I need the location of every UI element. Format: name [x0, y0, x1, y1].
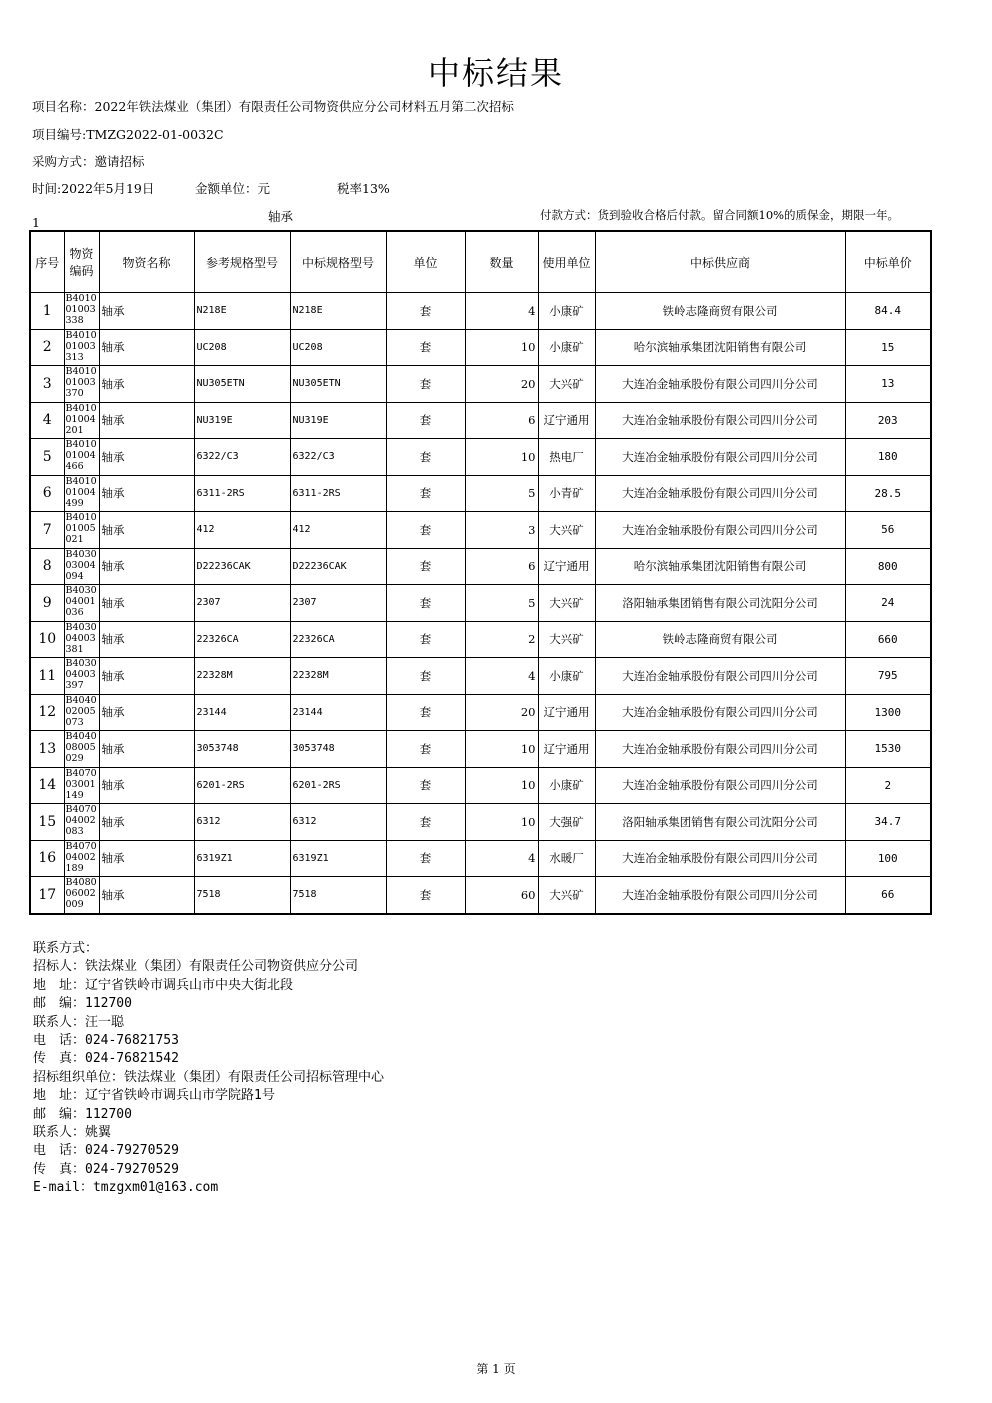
row-supplier: 哈尔滨轴承集团沈阳销售有限公司 [595, 548, 845, 585]
row-supplier: 大连冶金轴承股份有限公司四川分公司 [595, 731, 845, 768]
contact-line: 传 真：024-76821542 [33, 1051, 179, 1067]
header-supplier: 中标供应商 [595, 231, 845, 293]
table-row [30, 512, 931, 549]
row-qty: 10 [465, 767, 538, 804]
bid-result-table [29, 230, 932, 915]
row-code: B4010 01003 370 [64, 366, 99, 403]
project-number: 项目编号:TMZG2022-01-0032C [32, 127, 224, 142]
row-user: 大强矿 [538, 804, 595, 841]
row-user: 热电厂 [538, 439, 595, 476]
row-seq: 4 [30, 402, 64, 439]
row-supplier: 铁岭志隆商贸有限公司 [595, 293, 845, 330]
row-seq: 13 [30, 731, 64, 768]
table-header-row [30, 231, 931, 293]
row-name: 轴承 [99, 439, 194, 476]
table-row [30, 585, 931, 622]
row-qty: 20 [465, 694, 538, 731]
table-row [30, 840, 931, 877]
row-unit: 套 [386, 840, 465, 877]
row-unit: 套 [386, 329, 465, 366]
row-seq: 7 [30, 512, 64, 549]
row-user: 辽宁通用 [538, 694, 595, 731]
row-user: 辽宁通用 [538, 548, 595, 585]
table-row [30, 329, 931, 366]
contact-line: 传 真：024-79270529 [33, 1161, 179, 1177]
row-unit: 套 [386, 767, 465, 804]
row-ref-spec: 22328M [194, 658, 290, 695]
contact-line: 地 址：辽宁省铁岭市调兵山市中央大街北段 [33, 977, 294, 993]
row-user: 小康矿 [538, 293, 595, 330]
page-title: 中标结果 [427, 54, 564, 92]
row-unit: 套 [386, 475, 465, 512]
row-ref-spec: 2307 [194, 585, 290, 622]
row-name: 轴承 [99, 293, 194, 330]
section-name: 轴承 [268, 209, 294, 224]
row-ref-spec: 7518 [194, 877, 290, 914]
row-unit: 套 [386, 512, 465, 549]
row-unit: 套 [386, 621, 465, 658]
table-row [30, 694, 931, 731]
header-qty: 数量 [465, 231, 538, 293]
row-supplier: 大连冶金轴承股份有限公司四川分公司 [595, 840, 845, 877]
contact-line: 邮 编：112700 [33, 996, 132, 1012]
row-name: 轴承 [99, 402, 194, 439]
row-code: B4070 04002 083 [64, 804, 99, 841]
row-user: 大兴矿 [538, 366, 595, 403]
table-row [30, 767, 931, 804]
row-seq: 9 [30, 585, 64, 622]
section-header [0, 207, 992, 230]
row-win-spec: D22236CAK [290, 548, 386, 585]
date-text: 时间:2022年5月19日 [32, 181, 155, 196]
row-qty: 5 [465, 585, 538, 622]
table-row [30, 402, 931, 439]
row-user: 大兴矿 [538, 877, 595, 914]
contact-info [33, 940, 384, 1198]
row-price: 1300 [845, 694, 931, 731]
row-win-spec: 2307 [290, 585, 386, 622]
row-supplier: 洛阳轴承集团销售有限公司沈阳分公司 [595, 585, 845, 622]
contact-line: 联系人：姚翼 [33, 1125, 112, 1141]
row-supplier: 大连冶金轴承股份有限公司四川分公司 [595, 439, 845, 476]
row-name: 轴承 [99, 512, 194, 549]
row-ref-spec: 6312 [194, 804, 290, 841]
row-win-spec: 6319Z1 [290, 840, 386, 877]
row-seq: 6 [30, 475, 64, 512]
table-row [30, 804, 931, 841]
row-unit: 套 [386, 804, 465, 841]
row-unit: 套 [386, 731, 465, 768]
row-code: B4030 04003 397 [64, 658, 99, 695]
row-unit: 套 [386, 402, 465, 439]
row-code: B4030 04003 381 [64, 621, 99, 658]
row-price: 56 [845, 512, 931, 549]
row-supplier: 大连冶金轴承股份有限公司四川分公司 [595, 475, 845, 512]
row-supplier: 大连冶金轴承股份有限公司四川分公司 [595, 767, 845, 804]
row-code: B4070 03001 149 [64, 767, 99, 804]
row-name: 轴承 [99, 548, 194, 585]
row-win-spec: 3053748 [290, 731, 386, 768]
contact-line: 地 址：辽宁省铁岭市调兵山市学院路1号 [33, 1088, 275, 1104]
row-supplier: 哈尔滨轴承集团沈阳销售有限公司 [595, 329, 845, 366]
table-row [30, 293, 931, 330]
row-ref-spec: 6201-2RS [194, 767, 290, 804]
row-seq: 12 [30, 694, 64, 731]
row-ref-spec: NU319E [194, 402, 290, 439]
row-name: 轴承 [99, 585, 194, 622]
row-unit: 套 [386, 366, 465, 403]
row-price: 100 [845, 840, 931, 877]
project-name: 项目名称：2022年铁法煤业（集团）有限责任公司物资供应分公司材料五月第二次招标 [32, 99, 514, 114]
row-code: B4080 06002 009 [64, 877, 99, 914]
row-name: 轴承 [99, 731, 194, 768]
row-win-spec: 22328M [290, 658, 386, 695]
header-user: 使用单位 [538, 231, 595, 293]
section-number: 1 [32, 215, 40, 230]
row-ref-spec: 6322/C3 [194, 439, 290, 476]
row-name: 轴承 [99, 840, 194, 877]
row-seq: 10 [30, 621, 64, 658]
row-ref-spec: NU305ETN [194, 366, 290, 403]
contact-line: 电 话：024-79270529 [33, 1143, 179, 1159]
row-name: 轴承 [99, 621, 194, 658]
row-ref-spec: 3053748 [194, 731, 290, 768]
row-win-spec: N218E [290, 293, 386, 330]
row-win-spec: 6201-2RS [290, 767, 386, 804]
row-supplier: 大连冶金轴承股份有限公司四川分公司 [595, 877, 845, 914]
row-qty: 2 [465, 621, 538, 658]
row-ref-spec: 23144 [194, 694, 290, 731]
contact-line: E-mail：tmzgxm01@163.com [33, 1180, 219, 1196]
row-price: 34.7 [845, 804, 931, 841]
row-code: B4070 04002 189 [64, 840, 99, 877]
contact-line: 招标人：铁法煤业（集团）有限责任公司物资供应分公司 [33, 959, 359, 975]
contact-line: 邮 编：112700 [33, 1106, 132, 1122]
currency-unit: 金额单位：元 [195, 181, 271, 196]
row-code: B4030 04001 036 [64, 585, 99, 622]
row-seq: 17 [30, 877, 64, 914]
row-user: 小康矿 [538, 658, 595, 695]
row-code: B4040 02005 073 [64, 694, 99, 731]
row-supplier: 大连冶金轴承股份有限公司四川分公司 [595, 512, 845, 549]
row-seq: 3 [30, 366, 64, 403]
row-name: 轴承 [99, 475, 194, 512]
row-price: 180 [845, 439, 931, 476]
row-win-spec: 23144 [290, 694, 386, 731]
row-win-spec: 6311-2RS [290, 475, 386, 512]
row-win-spec: 6322/C3 [290, 439, 386, 476]
table-row [30, 877, 931, 914]
table-row [30, 548, 931, 585]
row-qty: 10 [465, 329, 538, 366]
row-name: 轴承 [99, 877, 194, 914]
row-qty: 4 [465, 658, 538, 695]
row-ref-spec: UC208 [194, 329, 290, 366]
row-code: B4040 08005 029 [64, 731, 99, 768]
row-unit: 套 [386, 658, 465, 695]
row-qty: 10 [465, 731, 538, 768]
row-code: B4010 01004 201 [64, 402, 99, 439]
row-price: 1530 [845, 731, 931, 768]
header-seq: 序号 [30, 231, 64, 293]
row-qty: 20 [465, 366, 538, 403]
row-user: 辽宁通用 [538, 731, 595, 768]
row-seq: 16 [30, 840, 64, 877]
row-win-spec: 6312 [290, 804, 386, 841]
contact-line: 联系人：汪一聪 [33, 1014, 125, 1030]
row-supplier: 洛阳轴承集团销售有限公司沈阳分公司 [595, 804, 845, 841]
row-unit: 套 [386, 877, 465, 914]
header-name: 物资名称 [99, 231, 194, 293]
row-name: 轴承 [99, 804, 194, 841]
row-price: 13 [845, 366, 931, 403]
row-price: 15 [845, 329, 931, 366]
row-qty: 10 [465, 439, 538, 476]
table-row [30, 475, 931, 512]
row-seq: 8 [30, 548, 64, 585]
row-price: 28.5 [845, 475, 931, 512]
row-qty: 3 [465, 512, 538, 549]
row-unit: 套 [386, 548, 465, 585]
contact-line: 电 话：024-76821753 [33, 1033, 179, 1049]
row-unit: 套 [386, 439, 465, 476]
row-user: 大兴矿 [538, 585, 595, 622]
row-code: B4010 01004 499 [64, 475, 99, 512]
header-unit: 单位 [386, 231, 465, 293]
purchase-method: 采购方式：邀请招标 [32, 154, 145, 169]
row-qty: 60 [465, 877, 538, 914]
page-number: 第 1 页 [476, 1362, 516, 1376]
row-price: 203 [845, 402, 931, 439]
table-row [30, 731, 931, 768]
row-user: 大兴矿 [538, 621, 595, 658]
row-name: 轴承 [99, 694, 194, 731]
row-supplier: 大连冶金轴承股份有限公司四川分公司 [595, 366, 845, 403]
row-unit: 套 [386, 293, 465, 330]
row-user: 小康矿 [538, 767, 595, 804]
header-code: 物资编码 [64, 231, 99, 293]
row-ref-spec: 412 [194, 512, 290, 549]
header-ref-spec: 参考规格型号 [194, 231, 290, 293]
row-code: B4010 01003 313 [64, 329, 99, 366]
row-supplier: 铁岭志隆商贸有限公司 [595, 621, 845, 658]
row-qty: 10 [465, 804, 538, 841]
row-seq: 14 [30, 767, 64, 804]
row-user: 水暖厂 [538, 840, 595, 877]
row-price: 84.4 [845, 293, 931, 330]
row-name: 轴承 [99, 366, 194, 403]
row-win-spec: 412 [290, 512, 386, 549]
row-qty: 4 [465, 840, 538, 877]
row-qty: 6 [465, 548, 538, 585]
row-qty: 6 [465, 402, 538, 439]
row-price: 800 [845, 548, 931, 585]
row-user: 小康矿 [538, 329, 595, 366]
table-row [30, 621, 931, 658]
row-name: 轴承 [99, 329, 194, 366]
contact-line: 联系方式： [33, 941, 99, 956]
row-price: 795 [845, 658, 931, 695]
row-supplier: 大连冶金轴承股份有限公司四川分公司 [595, 402, 845, 439]
row-ref-spec: 6319Z1 [194, 840, 290, 877]
row-price: 660 [845, 621, 931, 658]
payment-terms: 付款方式：货到验收合格后付款。留合同额10%的质保金，期限一年。 [540, 208, 900, 222]
header-price: 中标单价 [845, 231, 931, 293]
row-ref-spec: 6311-2RS [194, 475, 290, 512]
row-seq: 15 [30, 804, 64, 841]
row-seq: 2 [30, 329, 64, 366]
row-win-spec: NU319E [290, 402, 386, 439]
row-win-spec: 7518 [290, 877, 386, 914]
table-row [30, 658, 931, 695]
row-win-spec: NU305ETN [290, 366, 386, 403]
row-ref-spec: D22236CAK [194, 548, 290, 585]
row-ref-spec: N218E [194, 293, 290, 330]
row-win-spec: UC208 [290, 329, 386, 366]
row-code: B4010 01003 338 [64, 293, 99, 330]
row-name: 轴承 [99, 767, 194, 804]
contact-line: 招标组织单位：铁法煤业（集团）有限责任公司招标管理中心 [33, 1069, 385, 1085]
row-price: 24 [845, 585, 931, 622]
row-unit: 套 [386, 585, 465, 622]
row-user: 小青矿 [538, 475, 595, 512]
row-user: 辽宁通用 [538, 402, 595, 439]
tax-rate: 税率13% [337, 181, 390, 196]
row-seq: 11 [30, 658, 64, 695]
row-supplier: 大连冶金轴承股份有限公司四川分公司 [595, 658, 845, 695]
header-win-spec: 中标规格型号 [290, 231, 386, 293]
row-code: B4010 01004 466 [64, 439, 99, 476]
row-seq: 5 [30, 439, 64, 476]
row-price: 2 [845, 767, 931, 804]
row-qty: 4 [465, 293, 538, 330]
row-name: 轴承 [99, 658, 194, 695]
table-row [30, 439, 931, 476]
row-code: B4030 03004 094 [64, 548, 99, 585]
row-qty: 5 [465, 475, 538, 512]
row-code: B4010 01005 021 [64, 512, 99, 549]
table-row [30, 366, 931, 403]
row-win-spec: 22326CA [290, 621, 386, 658]
row-user: 大兴矿 [538, 512, 595, 549]
row-supplier: 大连冶金轴承股份有限公司四川分公司 [595, 694, 845, 731]
row-ref-spec: 22326CA [194, 621, 290, 658]
row-unit: 套 [386, 694, 465, 731]
row-price: 66 [845, 877, 931, 914]
row-seq: 1 [30, 293, 64, 330]
